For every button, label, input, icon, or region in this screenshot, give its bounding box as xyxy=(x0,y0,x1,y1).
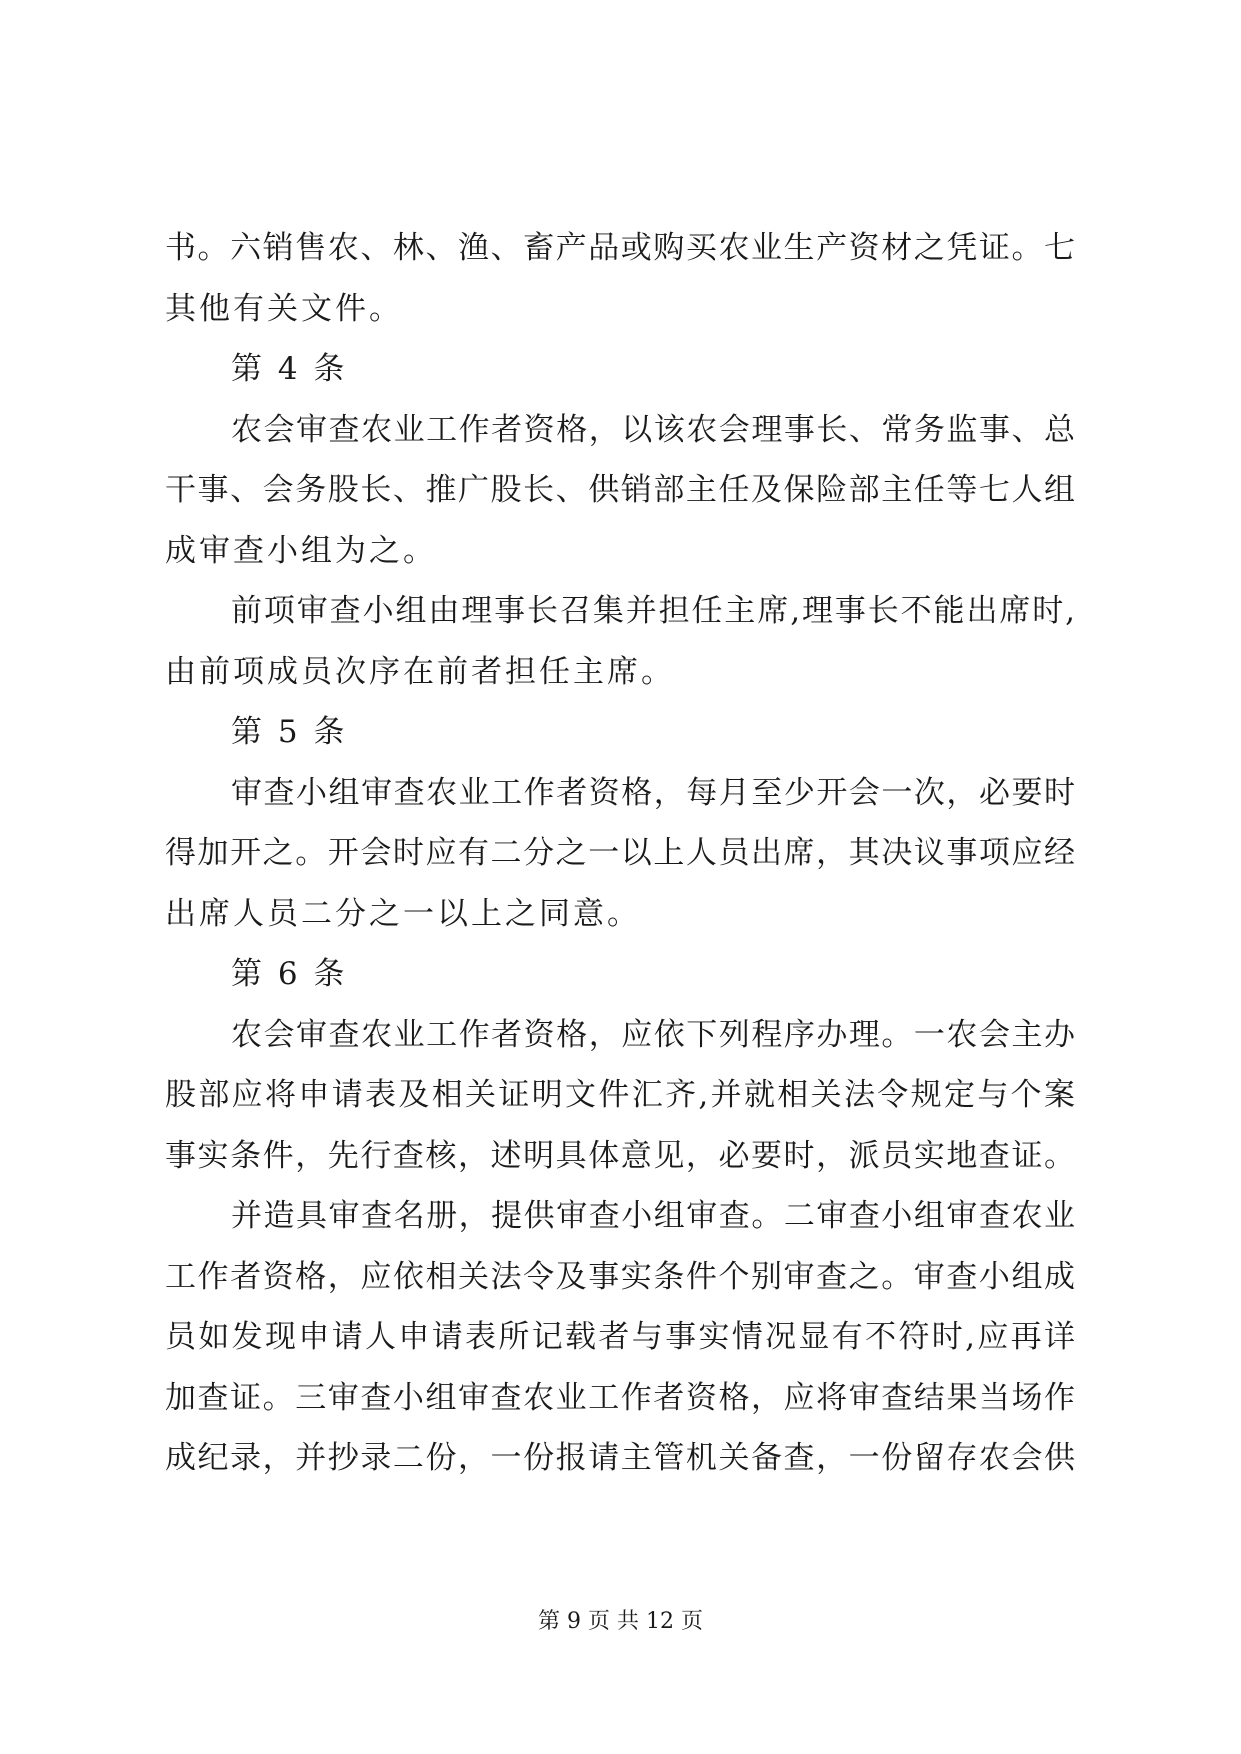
text-line: 出席人员二分之一以上之同意。 xyxy=(165,895,641,932)
text-line: 干事、会务股长、推广股长、供销部主任及保险部主任等七人组 xyxy=(165,472,1075,508)
article-heading: 第 5 条 xyxy=(231,714,348,750)
article-heading: 第 4 条 xyxy=(231,351,348,387)
text-line: 审查小组审查农业工作者资格，每月至少开会一次，必要时 xyxy=(231,774,1075,811)
text-line: 农会审查农业工作者资格，应依下列程序办理。一农会主办 xyxy=(231,1016,1075,1053)
text-line: 事实条件，先行查核，述明具体意见，必要时，派员实地查证。 xyxy=(165,1137,1075,1174)
text-line: 加查证。三审查小组审查农业工作者资格，应将审查结果当场作 xyxy=(165,1379,1075,1416)
text-line: 前项审查小组由理事长召集并担任主席,理事长不能出席时, xyxy=(231,593,1075,629)
text-line: 并造具审查名册，提供审查小组审查。二审查小组审查农业 xyxy=(231,1198,1075,1234)
text-line: 成纪录，并抄录二份，一份报请主管机关备查，一份留存农会供 xyxy=(165,1440,1075,1476)
text-line: 书。六销售农、林、渔、畜产品或购买农业生产资材之凭证。七 xyxy=(165,230,1075,266)
article-heading: 第 6 条 xyxy=(231,956,348,992)
text-line: 股部应将申请表及相关证明文件汇齐,并就相关法令规定与个案 xyxy=(165,1077,1075,1113)
text-line: 得加开之。开会时应有二分之一以上人员出席，其决议事项应经 xyxy=(165,835,1075,871)
text-line: 员如发现申请人申请表所记载者与事实情况显有不符时,应再详 xyxy=(165,1319,1075,1355)
text-line: 农会审查农业工作者资格，以该农会理事长、常务监事、总 xyxy=(231,411,1075,448)
text-line: 工作者资格，应依相关法令及事实条件个别审查之。审查小组成 xyxy=(165,1258,1075,1295)
text-line: 其他有关文件。 xyxy=(165,290,403,327)
text-line: 由前项成员次序在前者担任主席。 xyxy=(165,653,675,690)
page-footer: 第 9 页 共 12 页 xyxy=(538,1609,703,1634)
text-line: 成审查小组为之。 xyxy=(165,532,437,569)
